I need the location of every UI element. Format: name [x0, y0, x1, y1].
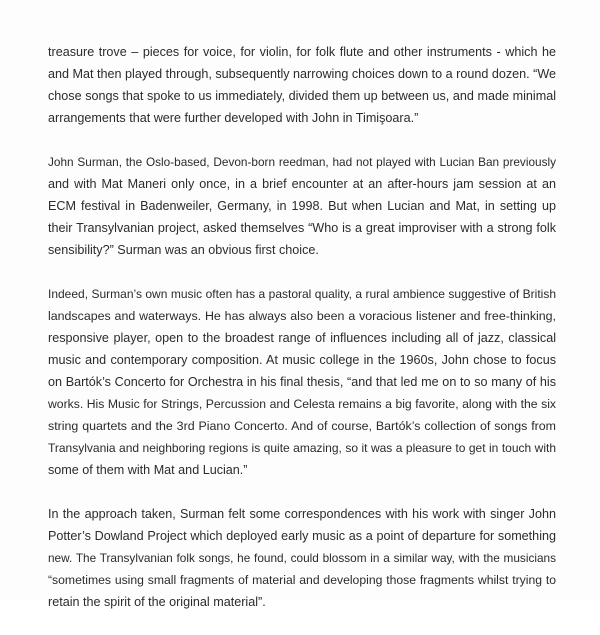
text-line: on Bartók’s Concerto for Orchestra in his final thesis, “and that led me on to so many of his — [48, 375, 556, 389]
text-line: responsive player, open to the broadest range of influences including all of jazz, classical — [48, 331, 556, 345]
text-line: arrangements that were further developed with John in Timişoara.” — [48, 111, 419, 125]
text-line: some of them with Mat and Lucian.” — [48, 463, 248, 477]
paragraph-2 — [48, 151, 556, 261]
text-line: sensibility?” Surman was an obvious first choice. — [48, 243, 319, 257]
text-line: Indeed, Surman’s own music often has a pastoral quality, a rural ambience suggestive of British — [48, 287, 556, 301]
text-line: Potter’s Dowland Project which deployed early music as a point of departure for something — [48, 529, 556, 543]
body-text — [48, 41, 556, 635]
text-line: In the approach taken, Surman felt some correspondences with his work with singer John — [48, 507, 556, 521]
text-line: retain the spirit of the original material”. — [48, 595, 266, 609]
text-line: their Transylvanian project, asked themselves “Who is a great improviser with a strong folk — [48, 221, 556, 235]
text-line: John Surman, the Oslo-based, Devon-born reedman, had not played with Lucian Ban previously — [48, 155, 556, 169]
text-line: new. The Transylvanian folk songs, he found, could blossom in a similar way, with the musicians — [48, 551, 556, 565]
text-line: Transylvania and neighboring regions is quite amazing, so it was a pleasure to get in touch with — [48, 441, 556, 455]
paragraph-1 — [48, 41, 556, 129]
paragraph-4 — [48, 503, 556, 613]
text-line: chose songs that spoke to us immediately, divided them up between us, and made minimal — [48, 89, 556, 103]
text-line: landscapes and waterways. He has always also been a voracious listener and free-thinking, — [48, 309, 556, 323]
text-line: music and contemporary composition. At music college in the 1960s, John chose to focus — [48, 353, 556, 367]
text-line: and with Mat Maneri only once, in a brief encounter at an after-hours jam session at an — [48, 177, 556, 191]
text-line: ECM festival in Badenweiler, Germany, in 1998. But when Lucian and Mat, in setting up — [48, 199, 556, 213]
text-line: and Mat then played through, subsequently narrowing choices down to a round dozen. “We — [48, 67, 557, 81]
text-line: string quartets and the 3rd Piano Concerto. And of course, Bartók’s collection of songs from — [48, 419, 556, 433]
paragraph-3 — [48, 283, 556, 481]
text-line: works. His Music for Strings, Percussion and Celesta remains a big favorite, along with the six — [48, 397, 556, 411]
text-line: “sometimes using small fragments of material and developing those fragments whilst trying to — [48, 573, 556, 587]
text-line: treasure trove – pieces for voice, for violin, for folk flute and other instruments - which he — [48, 45, 556, 59]
